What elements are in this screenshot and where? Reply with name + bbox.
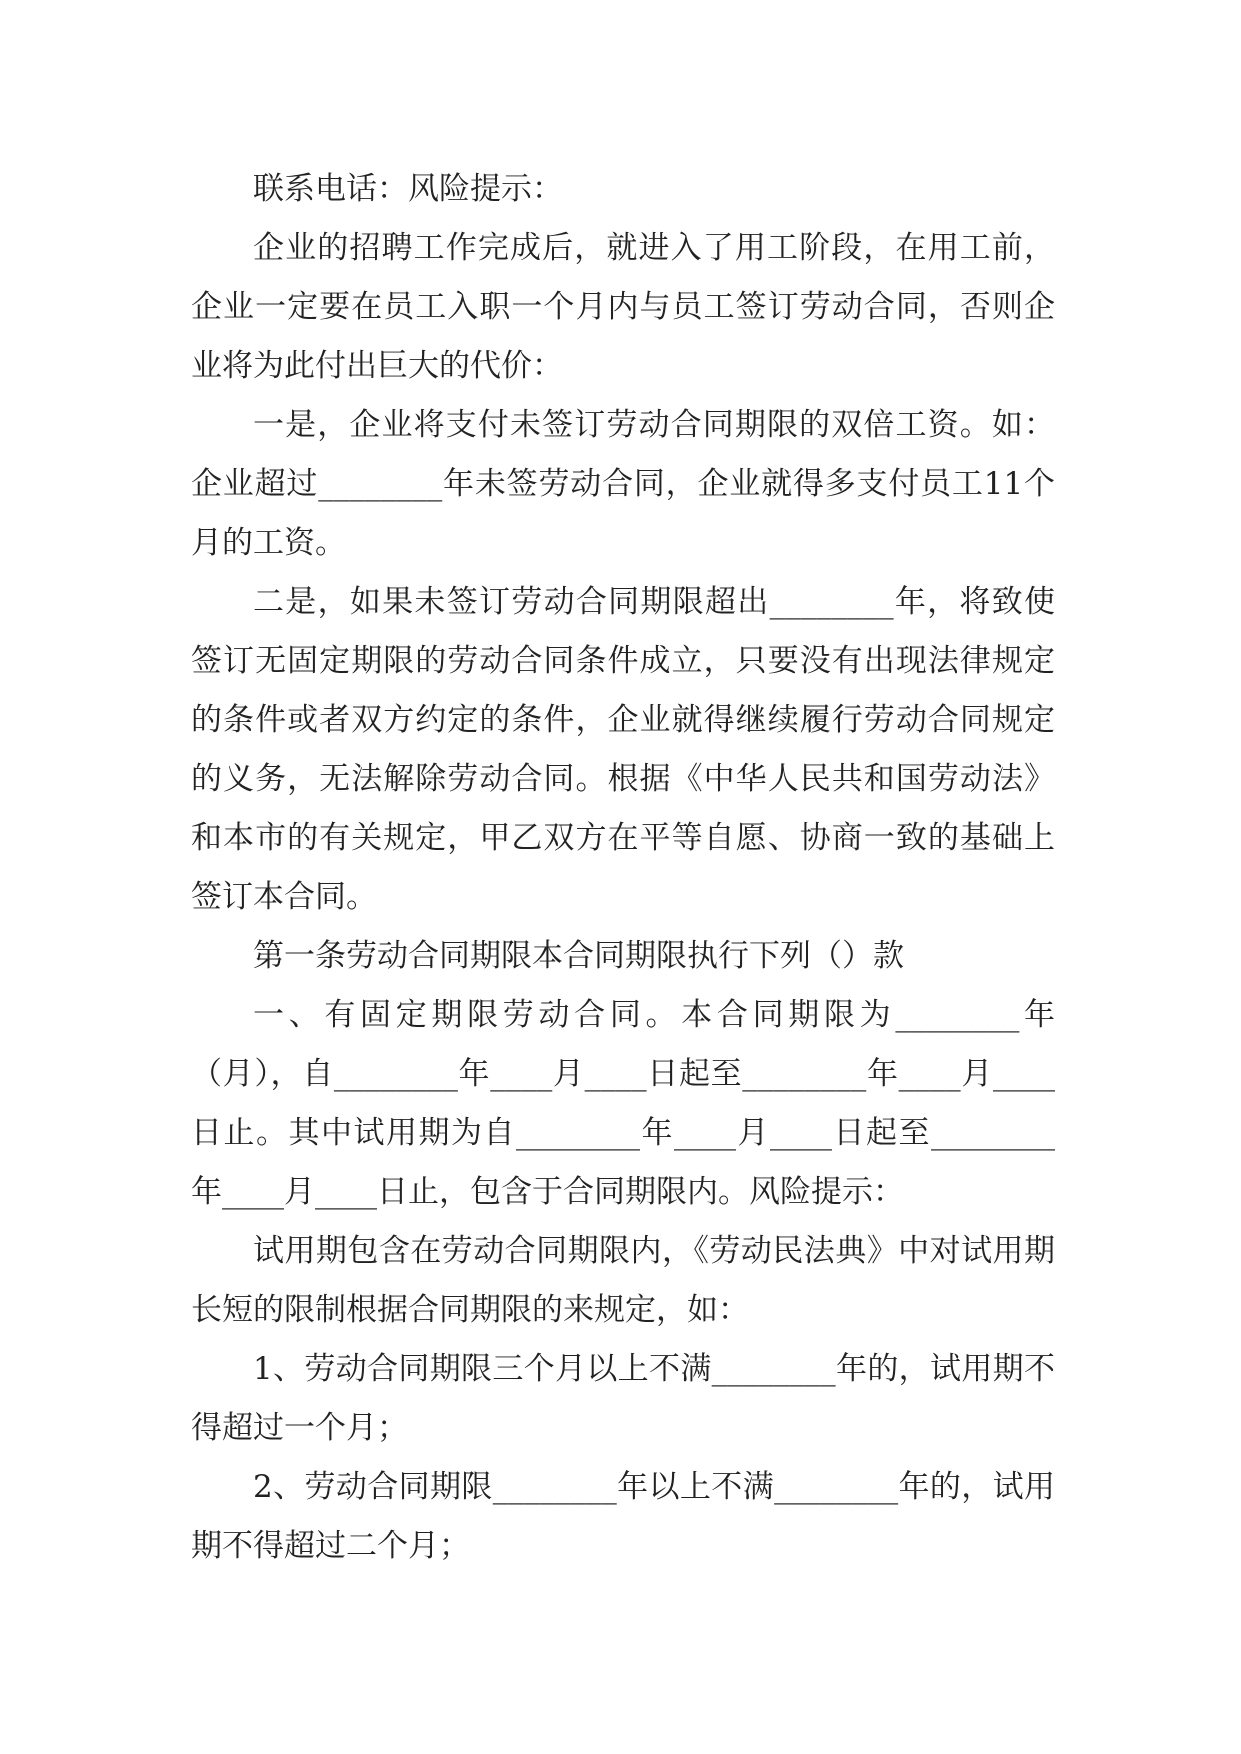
- paragraph-risk-one: 一是，企业将支付未签订劳动合同期限的双倍工资。如：企业超过________年未签劳动合同，企业就得多支付员工11个月的工资。: [191, 407, 1055, 561]
- paragraph-contact: 联系电话：风险提示：: [253, 171, 563, 207]
- paragraph-item-2: 2、劳动合同期限________年以上不满________年的，试用期不得超过二个月；: [191, 1469, 1055, 1564]
- paragraph-risk-two: 二是，如果未签订劳动合同期限超出________年，将致使签订无固定期限的劳动合同条件成立，只要没有出现法律规定的条件或者双方约定的条件，企业就得继续履行劳动合同规定的义务，无法解除劳动合同。根据《中华人民共和国劳动法》和本市的有关规定，甲乙双方在平等自愿、协商一致的基础上签订本合同。: [191, 584, 1055, 915]
- paragraph-item-1: 1、劳动合同期限三个月以上不满________年的，试用期不得超过一个月；: [191, 1351, 1055, 1446]
- document-page: [191, 160, 1055, 1576]
- paragraph-article-one: 第一条劳动合同期限本合同期限执行下列（）款: [253, 938, 904, 974]
- paragraph-fixed-term: 一、有固定期限劳动合同。本合同期限为________年（月），自________年____月____日起至________年____月____日止。其中试用期为自________年____月____日起至________年____月____日止，包含于合同期限内。风险提示：: [191, 997, 1055, 1210]
- paragraph-probation: 试用期包含在劳动合同期限内，《劳动民法典》中对试用期长短的限制根据合同期限的来规定，如：: [191, 1233, 1055, 1328]
- paragraph-intro: 企业的招聘工作完成后，就进入了用工阶段，在用工前，企业一定要在员工入职一个月内与员工签订劳动合同，否则企业将为此付出巨大的代价：: [191, 230, 1055, 384]
